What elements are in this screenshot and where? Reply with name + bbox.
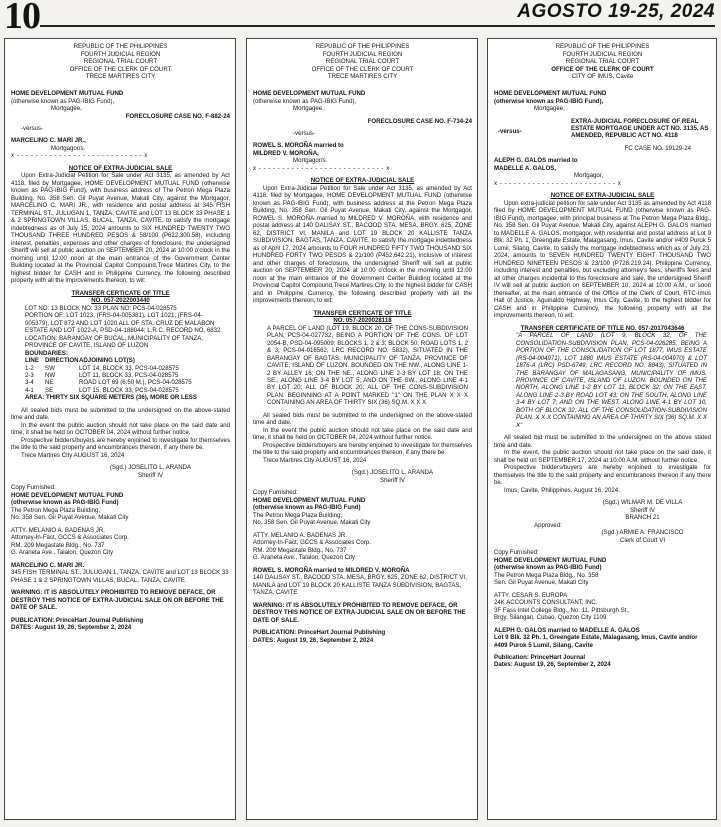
- place-date: Imus, Cavite, Philippines, August 16, 2024.: [504, 486, 620, 494]
- boundary-row: 1-2 SW LOT 14, BLOCK 33, PCS-04-028575: [25, 364, 179, 372]
- court-header: REPUBLIC OF THE PHILIPPINES FOURTH JUDICIAL REGION REGIONAL TRIAL COURT OFFICE OF THE CLERK OF COURT TRECE MARTIRES CITY: [69, 43, 172, 81]
- notice-aleph-galos: REPUBLIC OF THE PHILIPPINES FOURTH JUDICIAL REGION REGIONAL TRIAL COURT OFFICE OF THE CLERK OF COURT CITY OF IMUS, Cavite HOME DEVELOPMENT MUTUAL FUND (otherwise known as PAG-IBIG Fund), Mortgagee, -versus- EXTRA-JUDICIAL FORECLOSURE OF REAL ESTATE MORTGAGE UNDER ACT NO. 3135, AS AMENDED, REPUBLIC ACT NO. 4118 FC CASE NO. 19129-24 ALEPH G. GALOS married to MADELLE A. GALOS, Mortgagor, x - - - - - - - - - - - - - - - - - - - - - - - - - x NOTICE OF EXTRA-JUDICIAL SALE Upon extra-judicial petition for sale under Act 3135 as amended by Act 4118 filed by HOME DEVELOPMENT MUTUAL FUND (otherwise known as PAG-IBIG Fund), mortgagee, with principal business at The Petron Mega Plaza Bldg., No. 358 Sen. Gil Puyat Avenue, Makati City, against ALEPH G. GALOS married to MADELLE A. GALOS, mortgagor, with residential and postal address at Lot 9 Blk. 32 Ph. 1, Greengate Estate, Malagasang, Imus, Cavite and/or #409 Purok 5 Lumil, Silang, Cavite, to satisfy the mortgage indebtedness which as of July 23, 2024, amounts to SEVEN HUNDRED TWENTY EIGHT THOUSAND TWO HUNDRED NINETEEN PESOS & 23/100 (P728,219.24). Philippine Currency, including interest and penalties, but excluding attorney's fees, sheriff's fees and all other charges incidental to this foreclosure and sale, the undersigned Sheriff IV will sell at public auction on SEPTEMBER 10, 2024 at 10:00 A.M., or soon thereafter, at the main entrance of the Office of the Clerk of Court, RTC-Imus Hall of Justice, Aguinaldo Highway, Imus City, Cavite, to the highest bidder for CASH and in Philippine Currency, the following property with all the improvements thereon, to wit: TRANSFER CERTIFICATE OF TITLE NO. 057-2017043646 "A PARCEL OF LAND (LOT 9, BLOCK 32, OF THE CONSOLIDATION-SUBDIVISION PLAN, PCS-04-026285, BEING A PORTION OF THE CONSOLIDATION OF LOT 1877, IMUS ESTATE (RS-04-004971), LOT 1880 IMUS ESTATE (RS-04-004970) & LOT 1876-A (LRC) PSD-6749, LRC RECORD NO. 8843), SITUATED IN THE BARANGAY OF MALAGASANG, MUNICIPALITY OF IMUS, PROVINCE OF CAVITE, ISLAND OF LUZON. BOUNDED ON THE NORTH, ALONG LINE 1-2 BY LOT 11, BLOCK 32; ON THE EAST, ALONG LINE 2-3 BY ROAD LOT 43; ON THE SOUTH, ALONG LINE 3-4 BY LOT 7; AND ON THE WEST, ALONG LINE 4-1 BY LOT 10, BOTH OF BLOCK 32, ALL OF THE CONSOLIDATION-SUBDIVISION PLAN. X X X CONTAINING AN AREA OF THIRTY SIX (36) SQ.M. X X X" All sealed bid must be submitted to the undersigned on the above stated time and date. In the event, the public auction should not take place on the said date, it shall be held on SEPTEMBER 17, 2024 at 10:00 A.M. without further notice. Prospective bidders/buyers are hereby enjoined to investigate for themselves the title to the said property and encumbrances thereon if any there be. Imus, Cavite, Philippines, August 16, 2024. (Sgd.) WILMAR M. DE VILLA Sheriff IV BRANCH 21 Approved: (Sgd.) ARMIE A. FRANCISCO Clerk of Court VI Copy Furnished: HOME DEVELOPMENT MUTUAL FUND (otherwise known as PAG-IBIG Fund) The Petron Mega Plaza Bldg., No. 358 Sen. Gil Puyat Avenue, Makati City ATTY. CESAR S. EUROPA 24K ACCOUNTS CONSULTANT, INC. 3F Fass Intel College Bldg., No. 11, Pittsburgh St., Brgy. Silangan, Cubao, Quezon City 1109 ALEPH G. GALOS married to MADELLE A. GALOS Lot 9 Blk. 32 Ph. 1, Greengate Estate, Malagasang, Imus, Cavite and/or #409 Purok 5 Lumil, Silang, Cavite Publication: PrinceHart Journal Dates: August 19, 26, September 2, 2024: [487, 38, 717, 820]
- place-date: Trece Martires City AUGUST 16, 2024: [263, 456, 367, 464]
- plaintiff-name: HOME DEVELOPMENT MUTUAL FUND: [253, 90, 366, 98]
- warning-text: WARNING: IT IS ABSOLUTELY PROHIBITED TO REMOVE DEFACE, OR DESTROY THIS NOTICE OF EXTRA-JUDICIAL SALE ON OR BEFORE THE DATE OF SALE.: [11, 589, 224, 612]
- notice-body: Upon Extra-Judicial Petition for Sale under Act 3135, as amended by Act 4118, filed by Mortgagee, HOME DEVELOPMENT MUTUAL FUND (otherwise known as PAG-IBIG Fund), with business address at the Petron Mega Plaza Building, No. 358 Sen. Gil Puyat Avenue, Makati City, against the Mortgagor, ROWEL S. MOROÑA married to MILDRED V. MOROÑA, with residence and postal address at 140 DALISAY ST., BACOOD STA. MESA, BRGY. 625, ZONE 62, DISTRICT VI, MANILA and LOT 19 BLOCK 20 KALLISTE TANZA SUBDIVISION, BAGTAS, TANZA, CAVITE, to satisfy the mortgage indebtedness as of April 17, 2024 amounts to FOUR HUNDRED FIFTY TWO THOUSAND SIX HUNDRED FORTY TWO PESOS & 21/100 (P452,642.21), inclusive of interest and other charges of foreclosure, the undersigned Sheriff will sell at public auction on SEPTEMBER 20, 2024 at 10:00 o'clock in the morning until 12:00 noon at the main entrance of the Government Center Building located at the Provincial Capitol Compound,Trece Martires City, to the highest bidder for CASH and in Philippine Currency, the following described property with all the improvements thereon, to wit:: [253, 184, 472, 305]
- defendant-name: MARCELINO C. MARI JR.,: [11, 137, 86, 145]
- plaintiff-name: HOME DEVELOPMENT MUTUAL FUND: [11, 90, 124, 98]
- lot-line: LOT NO: 13 BLOCK NO: 33 PLAN NO: PCS-04-028575: [25, 304, 177, 312]
- copy-furnished-label: Copy Furnished:: [253, 489, 298, 497]
- plaintiff-name: HOME DEVELOPMENT MUTUAL FUND: [494, 90, 607, 98]
- notice-rowel-morona: REPUBLIC OF THE PHILIPPINES FOURTH JUDICIAL REGION REGIONAL TRIAL COURT OFFICE OF THE CLERK OF COURT TRECE MARTIRES CITY HOME DEVELOPMENT MUTUAL FUND (otherwise known as PAG-IBIG Fund), Mortgagee, FORECLOSURE CASE NO. F-734-24 -versus- ROWEL S. MOROÑA married to MILDRED V. MOROÑA, Mortgagor/s. x - - - - - - - - - - - - - - - - - - - - - - - - - - - x NOTICE OF EXTRA-JUDICIAL SALE Upon Extra-Judicial Petition for Sale under Act 3135, as amended by Act 4118, filed by Mortgagee, HOME DEVELOPMENT MUTUAL FUND (otherwise known as PAG-IBIG Fund), with business address at the Petron Mega Plaza Building, No. 358 Sen. Gil Puyat Avenue, Makati City, against the Mortgagor, ROWEL S. MOROÑA married to MILDRED V. MOROÑA, with residence and postal address at 140 DALISAY ST., BACOOD STA. MESA, BRGY. 625, ZONE 62, DISTRICT VI, MANILA and LOT 19 BLOCK 20 KALLISTE TANZA SUBDIVISION, BAGTAS, TANZA, CAVITE, to satisfy the mortgage indebtedness as of April 17, 2024 amounts to FOUR HUNDRED FIFTY TWO THOUSAND SIX HUNDRED FORTY TWO PESOS & 21/100 (P452,642.21), inclusive of interest and other charges of foreclosure, the undersigned Sheriff will sell at public auction on SEPTEMBER 20, 2024 at 10:00 o'clock in the morning until 12:00 noon at the main entrance of the Government Center Building located at the Provincial Capitol Compound,Trece Martires City, to the highest bidder for CASH and in Philippine Currency, the following described property with all the improvements thereon, to wit: TRANSFER CERTICATE OF TITLE NO. 057-2020028118 A PARCEL OF LAND (LOT 19, BLOCK 20, OF THE CONS-SUBDIVISION PLAN, PCS-04-027732, BEING A PORTION OF THE CONS. OF LOT 2054-B, PSD-04-095009; BLOCKS 1, 2 & 3; BLOCK 50; ROAD LOTS 1, 2 & 3, PCS-04-016562, LRC RECORD NO. 5832), SITUATED IN THE BARANGAY OF BAGTAS, MUNICIPALITY OF TANZA, PROVINCE OF CAVITE, ISLAND OF LUZON. BOUNDED ON THE NW., ALONG LINE 1-2 BY ALLEY 16; ON THE NE., ALONG LINE 2-3 BY LOT 18; ON THE SE., ALONG LINE 3-4 BY LOT 5; AND ON THE SW., ALONG LINE 4-1 BY LOT 20; ALL OF BLOCK 20; ALL OF THE CONS-SUBDIVISION PLAN. BEGINNING AT A POINT MARKED "1" ON THE PLAN X X X CONTAINING AN AREA OF THIRTY SIX (36) SQ.M. X X X All sealed bids must be submitted to the undersigned on the above-stated time and date. In the event the public auction should not take place on the said date and time, it shall be held on OCTOBER 04, 2024 without further notice. Prospective bidders/buyers are hereby enjoined to investigate for themselves the title to the said property and encumbrances thereon, if any there be. Trece Martires City AUGUST 16, 2024 (Sgd.) JOSELITO L. ARANDA Sheriff IV Copy Furnished: HOME DEVELOPMENT MUTUAL FUND (otherwise known as PAG-IBIG Fund) The Petron Mega Plaza Building, No. 358 Sen. Gil Puyat Avenue, Makati City ATTY. MELANIO A. BADENAS JR. Attorney-In-Fact, GCCS & Associates Corp. RM. 209 Megastate Bldg., No. 737 G. Araneta Ave., Talalon, Quezon City ROWEL S. MOROÑA married to MILDRED V. MOROÑA 140 DALISAY ST., BACOOD STA. MESA, BRGY. 625, ZONE 62, DISTRICT VI, MANILA and LOT 19 BLOCK 20 KALLISTE TANZA SUBDIVISION, BAGTAS, TANZA, CAVITE WARNING: IT IS ABSOLUTELY PROHIBITED TO REMOVE DEFACE, OR DESTROY THIS NOTICE OF EXTRA-JUDICIAL SALE ON OR BEFORE THE DATE OF SALE. PUBLICATION: PrinceHart Journal Publishing DATES: August 19, 26, September 2, 2024: [246, 38, 478, 820]
- notice-title: NOTICE OF EXTRA-JUDICIAL SALE: [310, 177, 415, 185]
- tct-title: TRANSFER CERTICATE OF TITLE: [71, 289, 170, 297]
- notice-marcelino-mari: REPUBLIC OF THE PHILIPPINES FOURTH JUDICIAL REGION REGIONAL TRIAL COURT OFFICE OF THE CLERK OF COURT TRECE MARTIRES CITY HOME DEVELOPMENT MUTUAL FUND (otherwise known as PAG-IBIG Fund), Mortgagee, FORECLOSURE CASE NO. F-882-24 -versus- MARCELINO C. MARI JR., Mortgagor/s. x - - - - - - - - - - - - - - - - - - - - - - - - - - - x NOTICE OF EXTRA-JUDICIAL SALE Upon Extra-Judicial Petition for Sale under Act 3135, as amended by Act 4118, filed by Mortgagee, HOME DEVELOPMENT MUTUAL FUND (otherwise known as PAG-IBIG Fund), with business address of The Petron Mega Plaza Building, No. 358 Sen. Gil Puyat Avenue, Makati City, against the Mortgagor, MARCELINO C. MARI JR., with residence and postal address at 345 FISH TERMINAL ST., JULUGAN 1, TANZA, CAVITE and LOT 13 BLOCK 33 PHASE 1 & 2 SPRINGTOWN VILLAS, BUCAL, TANZA, CAVITE, to satisfy the mortgage indebtedness as of July 15, 2024 amounts to SIX HUNDRED TWENTY TWO THOUSAND THREE HUNDRED PESOS & 58/100 (P622,300.58), including interest, penalties, expenses and other charges of foreclosure, the undersigned Sheriff will sell at public auction on SEPTEMBER 20, 2024 at 10:00 o'clock in the morning until 12:00 noon at the main entrance of the Government Center Building located at the Provincial Capitol Compound,Trece Martires City, to the highest bidder for CASH and in Philippine Currency, the following described property with all the improvements thereon, to wit: TRANSFER CERTICATE OF TITLE NO. 057-2022003440 LOT NO: 13 BLOCK NO: 33 PLAN NO: PCS-04-028575 PORTION OF: LOT 1023, (FRS-04-005381), LOT 1021, (FRS-04-005379), LOT 872 AND LOT 1020 ALL OF STA. CRUZ DE MALABON ESTATE AND LOT 1022-A, PSD-04-188044; L.R.C. RECORD NO. 6832 LOCATION: BARANGAY OF BUCAL, MUNICIPALITY OF TANZA, PROVINCE OF CAVITE, ISLAND OF LUZON BOUNDARIES: LINE DIRECTION ADJOINING LOT(S) 1-2 SW LOT 14, BLOCK 33, PCS-04-028575 2-3 NW LOT 11, BLOCK 33, PCS-04-028575 3-4 NE ROAD LOT 69 (6.50 M.), PCS-04-028575 4-1 SE LOT 15, BLOCK 33, PCS-04-028575 AREA: THIRTY SIX SQUARE METERS (36), MORE OR LESS All sealed bids must be submitted to the undersigned on the above-stated time and date. In the event the public auction should not take place on the said date and time, it shall be held on OCTOBER 04, 2024 without further notice. Prospective bidders/buyers are hereby enjoined to investigate for themselves the title to the said property and encumbrances thereon, if any there be. Trece Martires City AUGUST 16, 2024 (Sgd.) JOSELITO L. ARANDA Sheriff IV Copy Furnished: HOME DEVELOPMENT MUTUAL FUND (otherwise known as PAG-IBIG Fund) The Petron Mega Plaza Building, No. 358 Sen. Gil Puyat Avenue, Makati City ATTY. MELANIO A. BADENAS JR. Attorney-In-Fact, GCCS & Associates Corp. RM. 209 Megastate Bldg., No. 737 G. Araneta Ave., Talalon, Quezon City MARCELINO C. MARI JR. 345 FISH TERMINAL ST., JULUGAN 1, TANZA, CAVITE and LOT 13 BLOCK 33 PHASE 1 & 2 SPRINGTOWN VILLAS, BUCAL, TANZA, CAVITE WARNING: IT IS ABSOLUTELY PROHIBITED TO REMOVE DEFACE, OR DESTROY THIS NOTICE OF EXTRA-JUDICIAL SALE ON OR BEFORE THE DATE OF SALE. PUBLICATION: PrinceHart Journal Publishing DATES: August 19, 26, September 2, 2024: [4, 38, 236, 820]
- approver-signature: (Sgd.) ARMIE A. FRANCISCO: [601, 529, 684, 537]
- publication: Publication: PrinceHart Journal: [494, 653, 586, 661]
- sheriff-signature: (Sgd.) WILMAR M. DE VILLA: [602, 499, 683, 507]
- lot-line: LOCATION: BARANGAY OF BUCAL, MUNICIPALITY OF TANZA, PROVINCE OF CAVITE, ISLAND OF LUZON: [25, 334, 203, 350]
- lot-line: BOUNDARIES:: [25, 349, 68, 357]
- copy-furnished-label: Copy Furnished:: [494, 549, 539, 557]
- publication: PUBLICATION: PrinceHart Journal Publishing: [253, 629, 386, 637]
- case-number: FORECLOSURE CASE NO. F-734-24: [367, 117, 472, 125]
- issue-date: AGOSTO 19-25, 2024: [517, 1, 715, 22]
- lot-line: PORTION OF: LOT 1023, (FRS-04-005381), LOT 1021, (FRS-04-005379), LOT 872 AND LOT 1020 ALL OF STA. CRUZ DE MALABON ESTATE AND LOT 1022-A, PSD-04-188044; L.R.C. RECORD NO. 6832: [25, 312, 221, 335]
- defendant-name: ALEPH G. GALOS married to: [494, 157, 578, 165]
- tct-number: NO. 057-2020028118: [333, 317, 392, 325]
- page-number: 10: [4, 0, 40, 37]
- boundary-row: 2-3 NW LOT 11, BLOCK 33, PCS-04-028575: [25, 372, 179, 379]
- publication-dates: DATES: August 19, 26, September 2, 2024: [11, 624, 132, 632]
- court-header: REPUBLIC OF THE PHILIPPINES FOURTH JUDICIAL REGION REGIONAL TRIAL COURT OFFICE OF THE CLERK OF COURT TRECE MARTIRES CITY: [311, 43, 414, 81]
- notice-title: NOTICE OF EXTRA-JUDICIAL SALE: [68, 164, 173, 172]
- lot-description: A PARCEL OF LAND (LOT 19, BLOCK 20, OF THE CONS-SUBDIVISION PLAN, PCS-04-027732, BEING A PORTION OF THE CONS. OF LOT 2054-B, PSD-04-095009; BLOCKS 1, 2 & 3; BLOCK 50; ROAD LOTS 1, 2 & 3, PCS-04-016562, LRC RECORD NO. 5832), SITUATED IN THE BARANGAY OF BAGTAS, MUNICIPALITY OF TANZA, PROVINCE OF CAVITE, ISLAND OF LUZON. BOUNDED ON THE NW., ALONG LINE 1-2 BY ALLEY 16; ON THE NE., ALONG LINE 2-3 BY LOT 18; ON THE SE., ALONG LINE 3-4 BY LOT 5; AND ON THE SW., ALONG LINE 4-1 BY LOT 20; ALL OF BLOCK 20; ALL OF THE CONS-SUBDIVISION PLAN. BEGINNING AT A POINT MARKED "1" ON THE PLAN X X X CONTAINING AN AREA OF THIRTY SIX (36) SQ.M. X X X: [267, 324, 468, 407]
- lot-area: AREA: THIRTY SIX SQUARE METERS (36), MORE OR LESS: [25, 394, 197, 402]
- boundary-header: LINE DIRECTION ADJOINING LOT(S): [25, 357, 135, 365]
- court-header: REPUBLIC OF THE PHILIPPINES FOURTH JUDICIAL REGION REGIONAL TRIAL COURT OFFICE OF THE CLERK OF COURT CITY OF IMUS, Cavite: [551, 43, 654, 81]
- masthead-rule: [40, 25, 715, 27]
- boundary-row: 4-1 SE LOT 15, BLOCK 33, PCS-04-028575: [25, 386, 179, 394]
- notice-body: Upon Extra-Judicial Petition for Sale under Act 3135, as amended by Act 4118, filed by Mortgagee, HOME DEVELOPMENT MUTUAL FUND (otherwise known as PAG-IBIG Fund), with business address of The Petron Mega Plaza Building, No. 358 Sen. Gil Puyat Avenue, Makati City, against the Mortgagor, MARCELINO C. MARI JR., with residence and postal address at 345 FISH TERMINAL ST., JULUGAN 1, TANZA, CAVITE and LOT 13 BLOCK 33 PHASE 1 & 2 SPRINGTOWN VILLAS, BUCAL, TANZA, CAVITE, to satisfy the mortgage indebtedness as of July 15, 2024 amounts to SIX HUNDRED TWENTY TWO THOUSAND THREE HUNDRED PESOS & 58/100 (P622,300.58), including interest, penalties, expenses and other charges of foreclosure, the undersigned Sheriff will sell at public auction on SEPTEMBER 20, 2024 at 10:00 o'clock in the morning until 12:00 noon at the main entrance of the Government Center Building located at the Provincial Capitol Compound,Trece Martires City, to the highest bidder for CASH and in Philippine Currency, the following described property with all the improvements thereon, to wit:: [11, 172, 230, 285]
- defendant-name: ROWEL S. MOROÑA married to: [253, 142, 344, 150]
- case-number: FORECLOSURE CASE NO. F-882-24: [125, 112, 230, 120]
- warning-text: WARNING: IT IS ABSOLUTELY PROHIBITED TO REMOVE DEFACE, OR DESTROY THIS NOTICE OF EXTRA-JUDICIAL SALE ON OR BEFORE THE DATE OF SALE.: [253, 601, 466, 624]
- tct-title: TRANSFER CERTIFICATE OF TITLE NO. 057-2017043646: [520, 324, 685, 332]
- place-date: Trece Martires City AUGUST 16, 2024: [21, 451, 125, 459]
- tct-number: NO. 057-2022003440: [91, 297, 150, 305]
- notice-body: Upon extra-judicial petition for sale under Act 3135 as amended by Act 4118 filed by HOME DEVELOPMENT MUTUAL FUND (otherwise known as PAG-IBIG Fund), mortgagee, with principal business at The Petron Mega Plaza Bldg., No. 358 Sen. Gil Puyat Avenue, Makati City, against ALEPH G. GALOS married to MADELLE A. GALOS, mortgagor, with residential and postal address at Lot 9 Blk. 32 Ph. 1, Greengate Estate, Malagasang, Imus, Cavite and/or #409 Purok 5 Lumil, Silang, Cavite, to satisfy the mortgage indebtedness which as of July 23, 2024, amounts to SEVEN HUNDRED TWENTY EIGHT THOUSAND TWO HUNDRED NINETEEN PESOS & 23/100 (P728,219.24). Philippine Currency, including interest and penalties, but excluding attorney's fees, sheriff's fees and all other charges incidental to this foreclosure and sale, the undersigned Sheriff IV will sell at public auction on SEPTEMBER 10, 2024 at 10:00 A.M., or soon thereafter, at the main entrance of the Office of the Clerk of Court, RTC-Imus Hall of Justice, Aguinaldo Highway, Imus City, Cavite, to the highest bidder for CASH and in Philippine Currency, the following property with all the improvements thereon, to wit:: [494, 199, 711, 320]
- publication-dates: DATES: August 19, 26, September 2, 2024: [253, 636, 374, 644]
- sheriff-signature: (Sgd.) JOSELITO L. ARANDA: [351, 469, 434, 477]
- publication-dates: Dates: August 19, 26, September 2, 2024: [494, 661, 611, 669]
- case-caption: EXTRA-JUDICIAL FORECLOSURE OF REAL ESTATE MORTGAGE UNDER ACT NO. 3135, AS AMENDED, REPUBLIC ACT NO. 4118: [571, 117, 709, 140]
- tct-title: TRANSFER CERTICATE OF TITLE: [313, 309, 412, 317]
- lot-description: "A PARCEL OF LAND (LOT 9, BLOCK 32, OF THE CONSOLIDATION-SUBDIVISION PLAN, PCS-04-026285, BEING A PORTION OF THE CONSOLIDATION OF LOT 1877, IMUS ESTATE (RS-04-004971), LOT 1880 IMUS ESTATE (RS-04-004970) & LOT 1876-A (LRC) PSD-6749, LRC RECORD NO. 8843), SITUATED IN THE BARANGAY OF MALAGASANG, MUNICIPALITY OF IMUS, PROVINCE OF CAVITE, ISLAND OF LUZON. BOUNDED ON THE NORTH, ALONG LINE 1-2 BY LOT 11, BLOCK 32; ON THE EAST, ALONG LINE 2-3 BY ROAD LOT 43; ON THE SOUTH, ALONG LINE 3-4 BY LOT 7; AND ON THE WEST, ALONG LINE 4-1 BY LOT 10, BOTH OF BLOCK 32, ALL OF THE CONSOLIDATION-SUBDIVISION PLAN. X X X CONTAINING AN AREA OF THIRTY SIX (36) SQ.M. X X X": [516, 332, 707, 429]
- boundary-row: 3-4 NE ROAD LOT 69 (6.50 M.), PCS-04-028575: [25, 379, 192, 387]
- copy-furnished-label: Copy Furnished:: [11, 484, 56, 492]
- notice-title: NOTICE OF EXTRA-JUDICIAL SALE: [550, 192, 655, 200]
- publication: PUBLICATION: PrinceHart Journal Publishing: [11, 616, 144, 624]
- sheriff-signature: (Sgd.) JOSELITO L. ARANDA: [109, 464, 192, 472]
- fc-case-number: FC CASE NO. 19129-24: [624, 144, 691, 152]
